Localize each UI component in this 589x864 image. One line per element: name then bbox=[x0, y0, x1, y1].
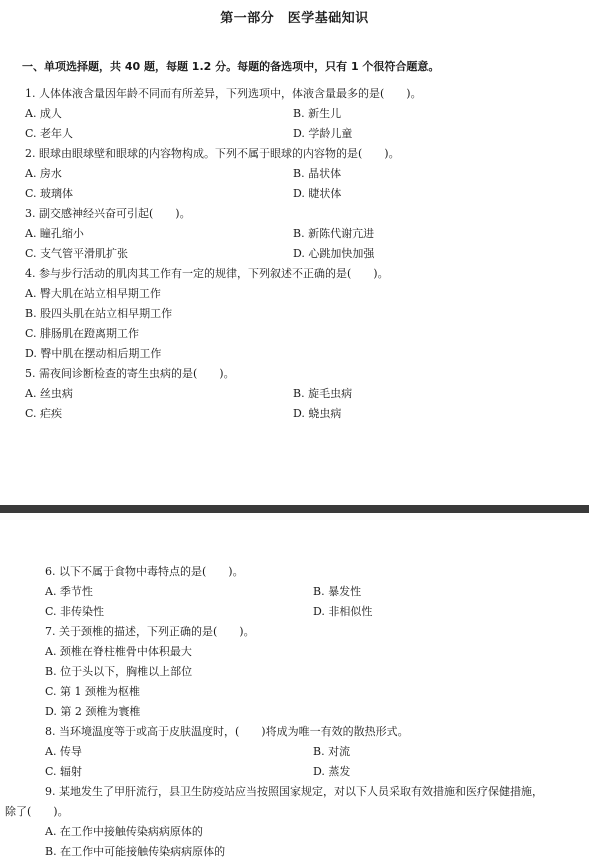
question-1-option-a: A. 成人 bbox=[25, 107, 62, 120]
question-7-option-b: B. 位于头以下，胸椎以上部位 bbox=[45, 665, 193, 678]
question-2-option-a: A. 房水 bbox=[25, 167, 62, 180]
question-8-option-d: D. 蒸发 bbox=[313, 765, 351, 778]
question-3-option-d: D. 心跳加快加强 bbox=[293, 247, 375, 260]
question-5-stem: 5. 需夜间诊断检查的寄生虫病的是( )。 bbox=[25, 367, 235, 380]
question-8-option-b: B. 对流 bbox=[313, 745, 351, 758]
part-title: 第一部分 医学基础知识 bbox=[220, 11, 369, 26]
section-heading: 一、单项选择题，共 40 题，每题 1.2 分。每题的备选项中，只有 1 个很符合题意。 bbox=[22, 60, 440, 73]
question-3-option-b: B. 新陈代谢亢进 bbox=[293, 227, 375, 240]
question-7-option-a: A. 颈椎在脊柱椎骨中体积最大 bbox=[45, 645, 192, 658]
page-divider bbox=[0, 505, 589, 513]
question-4-option-b: B. 股四头肌在站立相早期工作 bbox=[25, 307, 173, 320]
question-1-option-c: C. 老年人 bbox=[25, 127, 74, 140]
question-8-option-c: C. 辐射 bbox=[45, 765, 83, 778]
question-6-stem: 6. 以下不属于食物中毒特点的是( )。 bbox=[45, 565, 244, 578]
question-4-option-a: A. 臀大肌在站立相早期工作 bbox=[25, 287, 161, 300]
question-7-option-c: C. 第 1 颈椎为枢椎 bbox=[45, 685, 141, 698]
question-7-stem: 7. 关于颈椎的描述，下列正确的是( )。 bbox=[45, 625, 255, 638]
question-2-stem: 2. 眼球由眼球壁和眼球的内容物构成。下列不属于眼球的内容物的是( )。 bbox=[25, 147, 400, 160]
document-page-2 bbox=[0, 513, 589, 864]
question-3-option-a: A. 瞳孔缩小 bbox=[25, 227, 84, 240]
question-5-option-b: B. 旋毛虫病 bbox=[293, 387, 353, 400]
question-9-stem: 9. 某地发生了甲肝流行，县卫生防疫站应当按照国家规定，对以下人员采取有效措施和医疗保健措施，除了( )。 bbox=[5, 785, 543, 818]
question-6-option-c: C. 非传染性 bbox=[45, 605, 105, 618]
question-4-option-d: D. 臀中肌在摆动相后期工作 bbox=[25, 347, 162, 360]
question-5-option-c: C. 疟疾 bbox=[25, 407, 63, 420]
question-8-option-a: A. 传导 bbox=[45, 745, 82, 758]
question-6-option-d: D. 非相似性 bbox=[313, 605, 373, 618]
question-6-option-a: A. 季节性 bbox=[45, 585, 93, 598]
question-4-option-c: C. 腓肠肌在蹬离期工作 bbox=[25, 327, 140, 340]
question-1-option-b: B. 新生儿 bbox=[293, 107, 342, 120]
question-1-option-d: D. 学龄儿童 bbox=[293, 127, 353, 140]
question-9-option-a: A. 在工作中接触传染病病原体的 bbox=[45, 825, 203, 838]
question-7-option-d: D. 第 2 颈椎为寰椎 bbox=[45, 705, 141, 718]
question-5-option-a: A. 丝虫病 bbox=[25, 387, 73, 400]
question-9-option-b: B. 在工作中可能接触传染病病原体的 bbox=[45, 845, 226, 858]
question-8-stem: 8. 当环境温度等于或高于皮肤温度时，( )将成为唯一有效的散热形式。 bbox=[45, 725, 409, 738]
question-6-option-b: B. 暴发性 bbox=[313, 585, 362, 598]
question-3-stem: 3. 副交感神经兴奋可引起( )。 bbox=[25, 207, 191, 220]
question-3-option-c: C. 支气管平滑肌扩张 bbox=[25, 247, 129, 260]
question-1-stem: 1. 人体体液含量因年龄不同而有所差异，下列选项中，体液含量最多的是( )。 bbox=[25, 87, 422, 100]
question-5-option-d: D. 蛲虫病 bbox=[293, 407, 342, 420]
question-4-stem: 4. 参与步行活动的肌肉其工作有一定的规律，下列叙述不正确的是( )。 bbox=[25, 267, 389, 280]
question-2-option-c: C. 玻璃体 bbox=[25, 187, 74, 200]
question-2-option-b: B. 晶状体 bbox=[293, 167, 342, 180]
question-2-option-d: D. 睫状体 bbox=[293, 187, 342, 200]
